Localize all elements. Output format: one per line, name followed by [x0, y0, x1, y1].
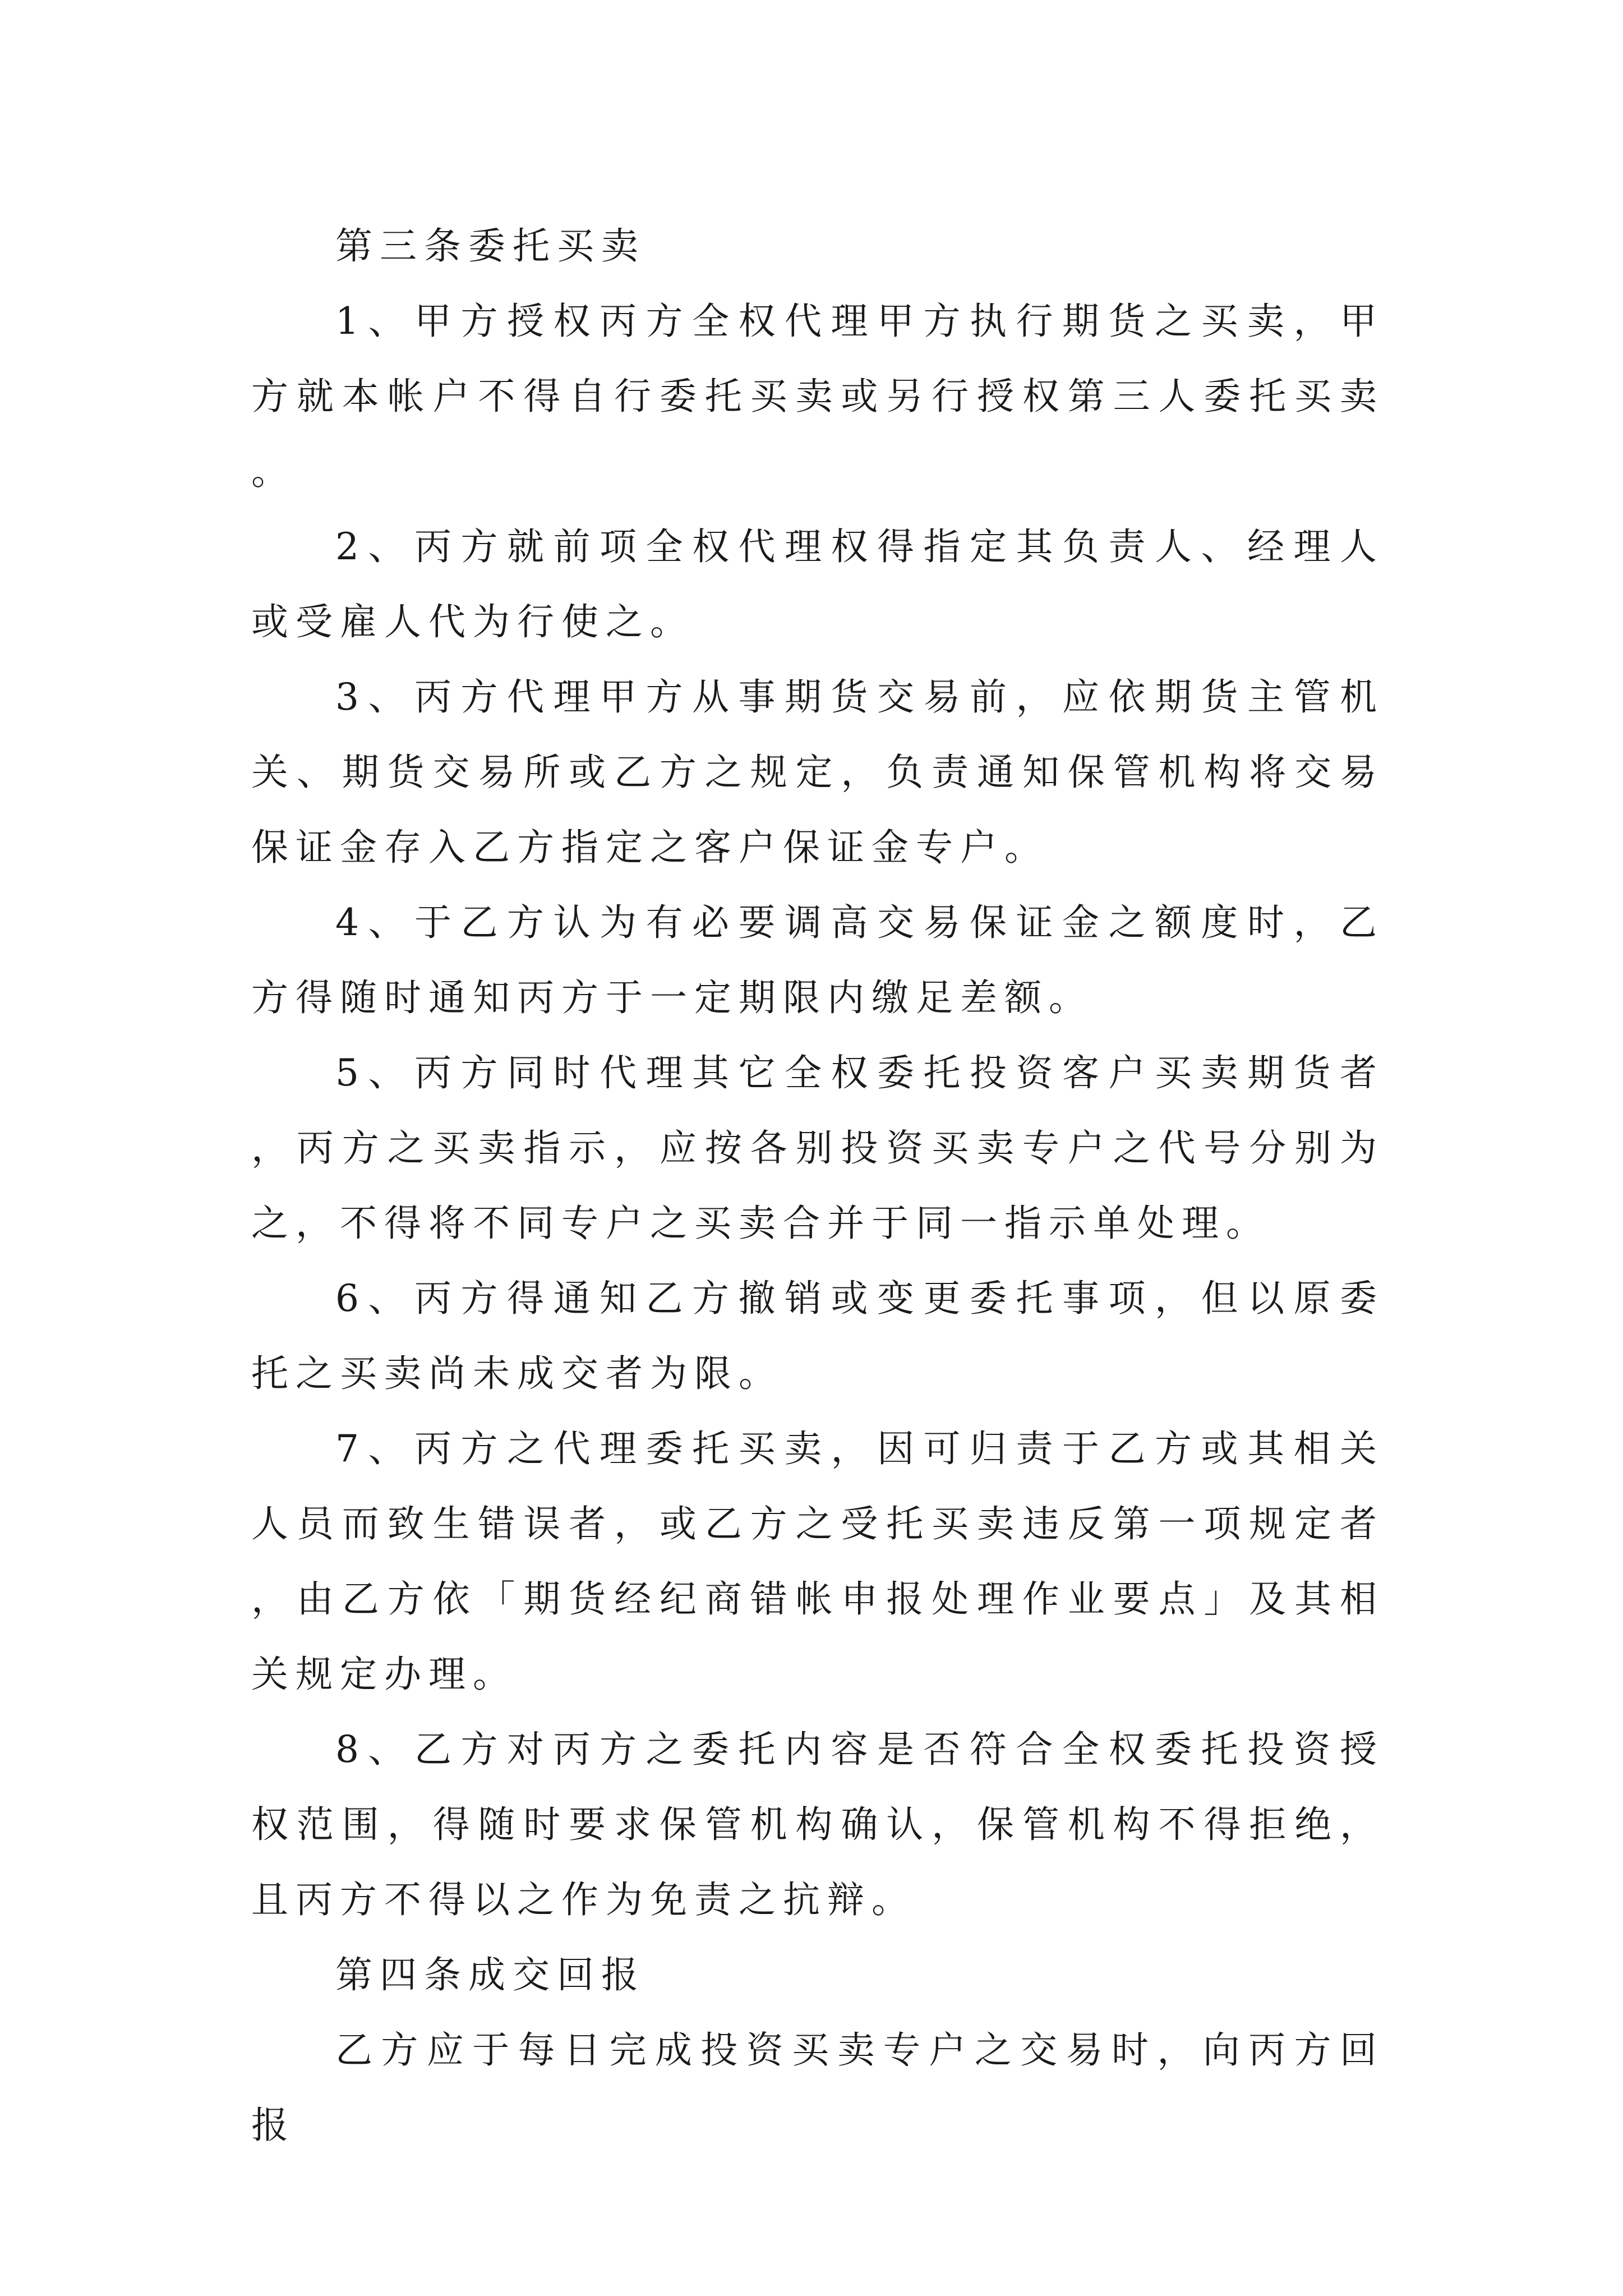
clause-paragraph: 7、丙方之代理委托买卖，因可归责于乙方或其相关人员而致生错误者，或乙方之受托买卖违反第一项规定者，由乙方依「期货经纪商错帐申报处理作业要点」及其相关规定办理。	[251, 1427, 1384, 1696]
clause-paragraph: 1、甲方授权丙方全权代理甲方执行期货之买卖，甲方就本帐户不得自行委托买卖或另行授权第三人委托买卖。	[251, 300, 1384, 493]
section-heading: 第四条成交回报	[335, 1953, 645, 1996]
clause-paragraph: 4、于乙方认为有必要调高交易保证金之额度时，乙方得随时通知丙方于一定期限内缴足差额。	[251, 901, 1384, 1019]
clause-paragraph: 2、丙方就前项全权代理权得指定其负责人、经理人或受雇人代为行使之。	[251, 525, 1384, 643]
section-heading: 第三条委托买卖	[335, 224, 645, 268]
clause-paragraph: 8、乙方对丙方之委托内容是否符合全权委托投资授权范围，得随时要求保管机构确认，保管机构不得拒绝，且丙方不得以之作为免责之抗辩。	[251, 1728, 1384, 1921]
body-paragraph: 乙方应于每日完成投资买卖专户之交易时，向丙方回报	[251, 2028, 1384, 2147]
document-body	[251, 209, 1384, 2163]
clause-paragraph: 3、丙方代理甲方从事期货交易前，应依期货主管机关、期货交易所或乙方之规定，负责通知保管机构将交易保证金存入乙方指定之客户保证金专户。	[251, 675, 1384, 869]
clause-paragraph: 6、丙方得通知乙方撤销或变更委托事项，但以原委托之买卖尚未成交者为限。	[251, 1277, 1384, 1395]
clause-paragraph: 5、丙方同时代理其它全权委托投资客户买卖期货者，丙方之买卖指示，应按各别投资买卖专户之代号分别为之，不得将不同专户之买卖合并于同一指示单处理。	[251, 1051, 1384, 1245]
